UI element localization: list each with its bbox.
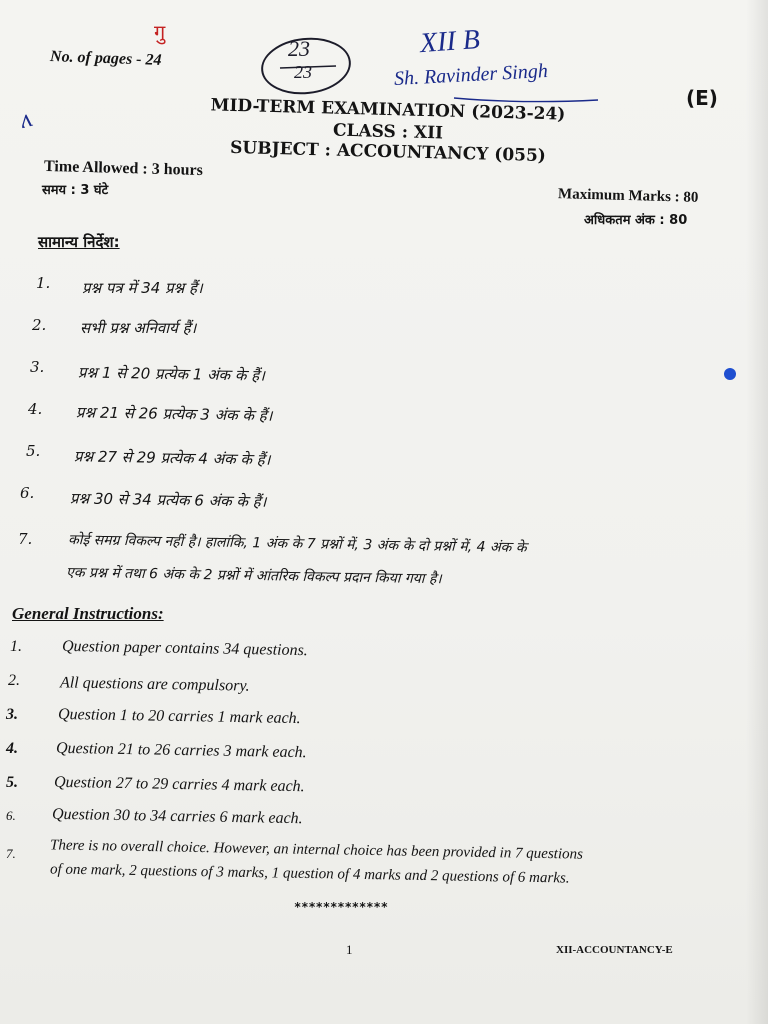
hindi-item-number: 4.	[28, 400, 43, 418]
class-section-handwriting: XII B	[418, 23, 481, 60]
class-title: CLASS : XII	[332, 120, 444, 144]
max-marks-en: Maximum Marks : 80	[557, 186, 699, 206]
hindi-item-number: 3.	[30, 358, 45, 376]
hindi-item-text: प्रश्न 21 से 26 प्रत्येक 3 अंक के हैं।	[75, 403, 273, 425]
general-item-text: Question 27 to 29 carries 4 mark each.	[53, 773, 305, 796]
hindi-item-number: 7.	[18, 530, 33, 548]
general-item-text: There is no overall choice. However, an internal choice has been provided in 7 questions	[49, 837, 584, 863]
general-item-number: 3.	[6, 706, 18, 723]
general-item-text-continued: of one mark, 2 questions of 3 marks, 1 question of 4 marks and 2 questions of 6 marks.	[49, 861, 570, 887]
general-item-number: 1.	[10, 638, 22, 655]
exam-title: MID-TERM EXAMINATION (2023-24)	[210, 95, 566, 125]
paper-code: XII-ACCOUNTANCY-E	[556, 944, 673, 956]
time-allowed-hi: समय : 3 घंटे	[42, 183, 109, 198]
hindi-item-text-continued: एक प्रश्न में तथा 6 अंक के 2 प्रश्नों में आंतरिक विकल्प प्रदान किया गया है।	[65, 564, 442, 588]
general-item-number: 5.	[6, 774, 18, 791]
hindi-item-number: 5.	[26, 442, 41, 460]
general-item-text: Question 30 to 34 carries 6 mark each.	[51, 805, 303, 828]
general-item-text: Question 21 to 26 carries 3 mark each.	[55, 739, 307, 762]
general-item-text: Question 1 to 20 carries 1 mark each.	[57, 705, 301, 728]
page-number: 1	[346, 942, 353, 957]
roll-number-top: 23	[288, 36, 310, 61]
hindi-item-text: प्रश्न 30 से 34 प्रत्येक 6 अंक के हैं।	[69, 489, 267, 511]
subject-title: SUBJECT : ACCOUNTANCY (055)	[229, 137, 547, 167]
hindi-item-text: प्रश्न 27 से 29 प्रत्येक 4 अंक के हैं।	[73, 447, 271, 469]
ink-blot-mark	[724, 368, 736, 380]
hindi-item-text: कोई समग्र विकल्प नहीं है। हालांकि, 1 अंक के 7 प्रश्नों में, 3 अंक के दो प्रश्नों में, 4 अंक के	[67, 531, 527, 557]
max-marks-hi: अधिकतम अंक : 80	[584, 213, 688, 228]
end-stars: *************	[294, 900, 388, 914]
hindi-item-text: प्रश्न पत्र में 34 प्रश्न हैं।	[82, 279, 203, 297]
general-item-number: 2.	[8, 672, 20, 689]
time-allowed-en: Time Allowed : 3 hours	[43, 157, 204, 180]
hindi-item-number: 2.	[32, 316, 47, 334]
tick-mark-icon: ʌ	[16, 103, 35, 135]
general-item-number: 7.	[6, 846, 16, 861]
hindi-item-number: 6.	[20, 484, 35, 502]
number-of-pages: No. of pages - 24	[49, 48, 162, 69]
set-code: (E)	[686, 86, 718, 110]
red-pen-mark: गु	[154, 20, 166, 44]
hindi-item-text: सभी प्रश्न अनिवार्य हैं।	[80, 319, 197, 337]
hindi-item-number: 1.	[36, 274, 51, 292]
general-item-text: All questions are compulsory.	[59, 674, 250, 695]
general-item-text: Question paper contains 34 questions.	[61, 637, 308, 660]
hindi-instructions-heading: सामान्य निर्देश:	[38, 233, 120, 251]
teacher-name-handwriting: Sh. Ravinder Singh	[393, 59, 549, 91]
general-instructions-heading: General Instructions:	[12, 604, 164, 623]
general-item-number: 4.	[6, 740, 18, 757]
hindi-item-text: प्रश्न 1 से 20 प्रत्येक 1 अंक के हैं।	[77, 363, 266, 385]
roll-number-bottom: 23	[294, 62, 312, 82]
general-item-number: 6.	[6, 808, 16, 823]
